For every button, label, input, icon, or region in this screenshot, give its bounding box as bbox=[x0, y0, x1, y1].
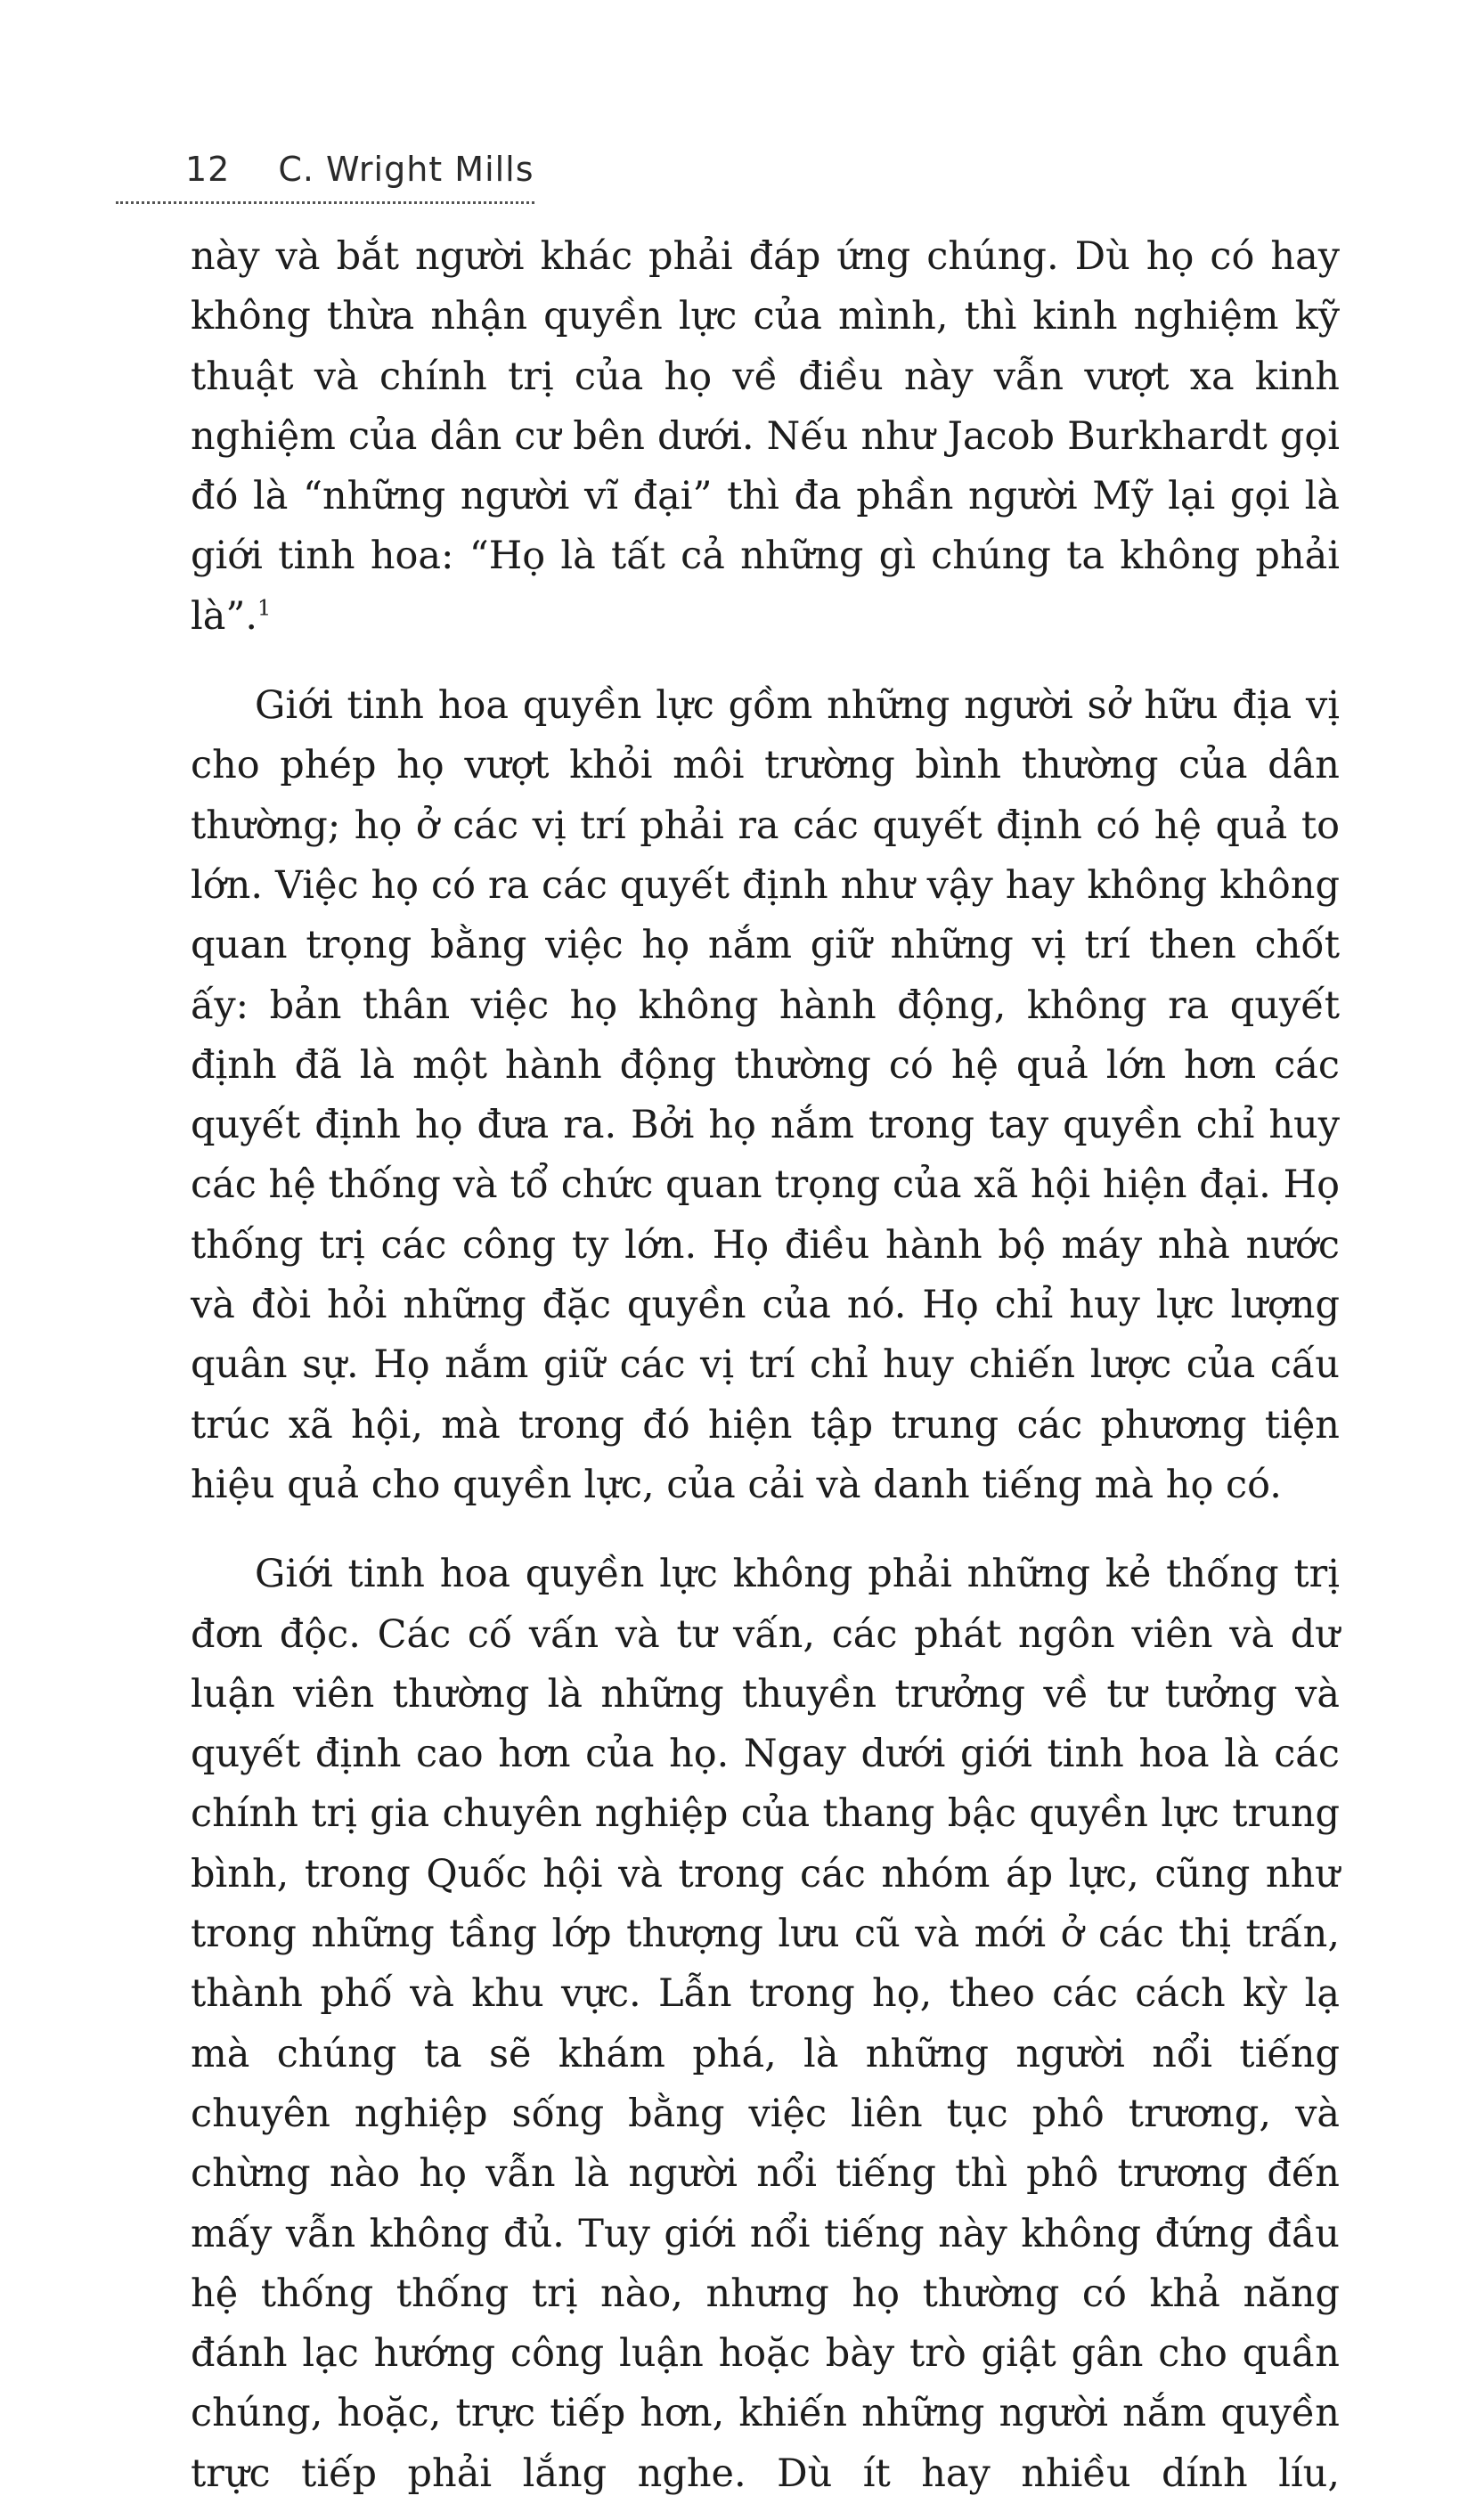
footnote-ref-1[interactable]: 1 bbox=[257, 595, 272, 621]
paragraph-3-text: Giới tinh hoa quyền lực không phải những kẻ thống trị đơn độc. Các cố vấn và tư vấn, các phát ngôn viên và dư luận viên thường là những thuyền trưởng về tư tưởng và quyết định cao hơn của họ. Ngay dưới giới tinh hoa là các chính trị gia chuyên nghiệp của thang bậc quyền lực trung bình, trong Quốc hội và trong các nhóm áp lực, cũng như trong những tầng lớp thượng lưu cũ và mới ở các thị trấn, thành phố và khu vực. Lẫn trong họ, theo các cách kỳ lạ mà chúng ta sẽ khám phá, là những người nổi tiếng chuyên nghiệp sống bằng việc liên tục phô trương, và chừng nào họ vẫn là người nổi tiếng thì phô trương đến mấy vẫn không đủ. Tuy giới nổi tiếng này không đứng đầu hệ thống thống trị nào, nhưng họ thường có khả năng đánh lạc hướng công luận hoặc bày trò giật gân cho quần chúng, hoặc, trực tiếp hơn, khiến những người nắm quyền trực tiếp phải lắng nghe. Dù ít hay nhiều dính líu, bbox=[191, 1552, 1340, 2496]
paragraph-1-text: này và bắt người khác phải đáp ứng chúng. Dù họ có hay không thừa nhận quyền lực của mình, thì kinh nghiệm kỹ thuật và chính trị của họ về điều này vẫn vượt xa kinh nghiệm của dân cư bên dưới. Nếu như Jacob Burkhardt gọi đó là “những người vĩ đại” thì đa phần người Mỹ lại gọi là giới tinh hoa: “Họ là tất cả những gì chúng ta không phải là”. bbox=[191, 234, 1340, 639]
running-header bbox=[185, 150, 534, 189]
paragraph-2-text: Giới tinh hoa quyền lực gồm những người sở hữu địa vị cho phép họ vượt khỏi môi trường bình thường của dân thường; họ ở các vị trí phải ra các quyết định có hệ quả to lớn. Việc họ có ra các quyết định như vậy hay không không quan trọng bằng việc họ nắm giữ những vị trí then chốt ấy: bản thân việc họ không hành động, không ra quyết định đã là một hành động thường có hệ quả lớn hơn các quyết định họ đưa ra. Bởi họ nắm trong tay quyền chỉ huy các hệ thống và tổ chức quan trọng của xã hội hiện đại. Họ thống trị các công ty lớn. Họ điều hành bộ máy nhà nước và đòi hỏi những đặc quyền của nó. Họ chỉ huy lực lượng quân sự. Họ nắm giữ các vị trí chỉ huy chiến lược của cấu trúc xã hội, mà trong đó hiện tập trung các phương tiện hiệu quả cho quyền lực, của cải và danh tiếng mà họ có. bbox=[191, 683, 1340, 1507]
paragraph-3 bbox=[191, 1545, 1340, 2504]
body-text bbox=[191, 227, 1340, 2504]
header-dotted-rule bbox=[116, 201, 534, 204]
paragraph-2 bbox=[191, 676, 1340, 1515]
page-number: 12 bbox=[185, 150, 231, 189]
paragraph-1 bbox=[191, 227, 1340, 647]
author-name: C. Wright Mills bbox=[278, 150, 534, 189]
